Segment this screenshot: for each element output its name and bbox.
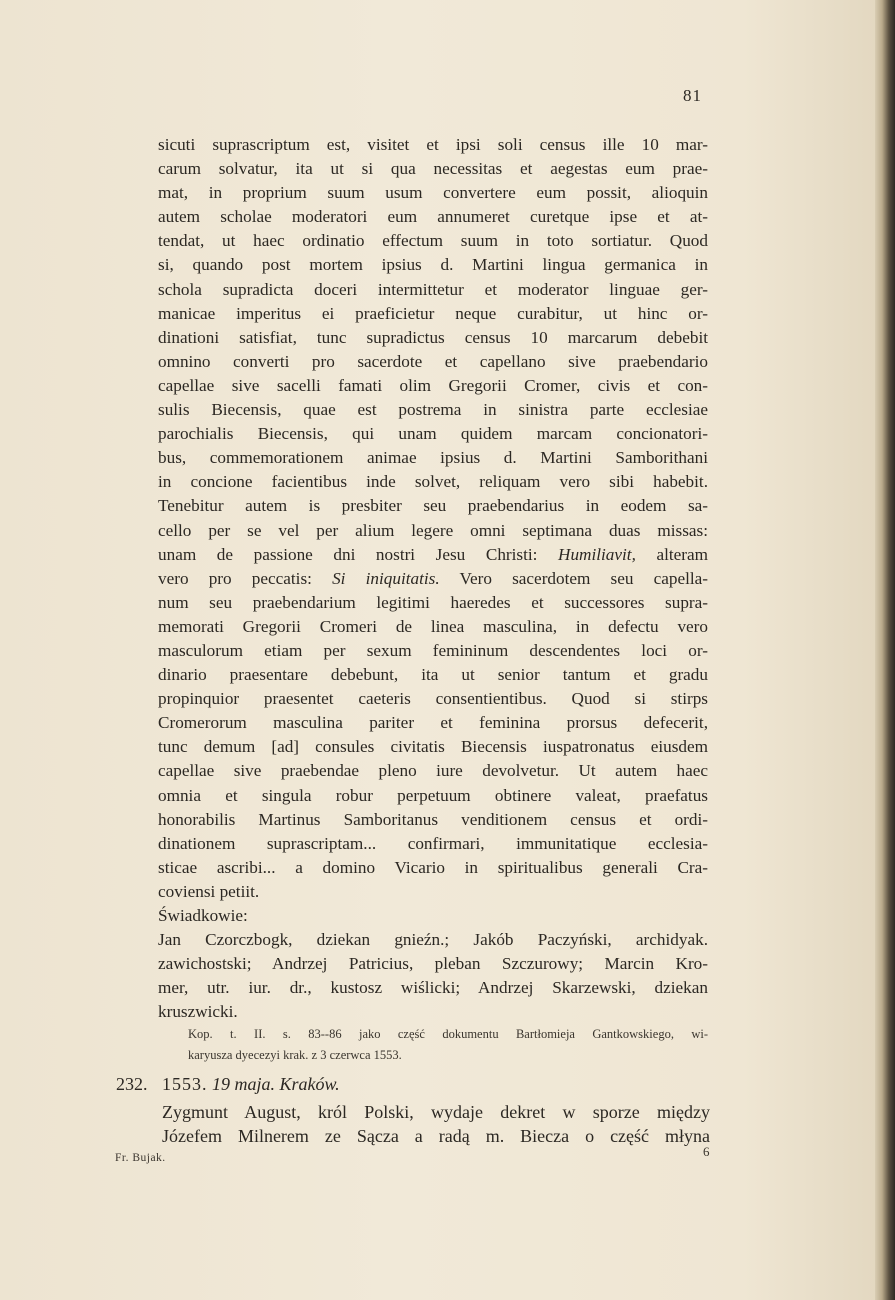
text-line: memorati Gregorii Cromeri de linea masculina, in defectu vero: [158, 616, 708, 636]
text-line: Tenebitur autem is presbiter seu praebendarius in eodem sa-: [158, 496, 708, 516]
witness-line: Jan Czorczbogk, dziekan gnieźn.; Jakób Paczyński, archidyak.: [158, 930, 708, 950]
entry-year: 1553.: [162, 1074, 208, 1094]
text-line: num seu praebendarium legitimi haeredes et successores supra-: [158, 592, 708, 612]
missa-1-incipit: Humiliavit,: [558, 544, 636, 564]
main-text: [158, 133, 708, 1066]
missa-1-after: alteram: [635, 544, 708, 564]
witness-line: kruszwicki.: [158, 1002, 238, 1022]
entry-date-place: 19 maja. Kraków.: [212, 1074, 340, 1094]
text-line: cello per se vel per alium legere omni septimana duas missas:: [158, 520, 708, 540]
entry-heading: [116, 1072, 710, 1096]
text-line: dinationi satisfiat, tunc supradictus census 10 marcarum debebit: [158, 327, 708, 347]
text-line: masculorum etiam per sexum femininum descendentes loci or-: [158, 640, 708, 660]
gathering-signature-mark: 6: [703, 1144, 710, 1159]
text-line: manicae imperitus ei praeficietur neque curabitur, ut hinc or-: [158, 303, 708, 323]
text-line: carum solvatur, ita ut si qua necessitas et aegestas eum prae-: [158, 159, 708, 179]
text-line: autem scholae moderatori eum annumeret curetque ipse et at-: [158, 207, 708, 227]
text-line: sulis Biecensis, quae est postrema in sinistra parte ecclesiae: [158, 400, 708, 420]
text-line: tendat, ut haec ordinatio effectum suum in toto sortiatur. Quod: [158, 231, 708, 251]
witness-line: zawichostski; Andrzej Patricius, pleban Szczurowy; Marcin Kro-: [158, 954, 708, 974]
printer-signature: Fr. Bujak.: [115, 1152, 166, 1164]
text-line: dinationem suprascriptam... confirmari, immunitatique ecclesia-: [158, 833, 708, 853]
text-line: bus, commemorationem animae ipsius d. Martini Samborithani: [158, 448, 708, 468]
text-line: schola supradicta doceri intermittetur et moderator linguae ger-: [158, 279, 708, 299]
entry-number: 232.: [116, 1074, 148, 1094]
missa-2-before: vero pro peccatis:: [158, 568, 333, 588]
missa-2-incipit: Si iniquitatis.: [332, 568, 440, 588]
text-line: propinquior praesentet caeteris consentientibus. Quod si stirps: [158, 689, 708, 709]
source-note-line: Kop. t. II. s. 83--86 jako część dokumentu Bartłomieja Gantkowskiego, wi-: [188, 1027, 708, 1042]
page-edge-shadow: [875, 0, 895, 1300]
witness-line: mer, utr. iur. dr., kustosz wiślicki; Andrzej Skarzewski, dziekan: [158, 978, 708, 998]
text-line-missa-2: [158, 567, 708, 591]
entry-line: Józefem Milnerem ze Sącza a radą m. Biecza o część młyna: [162, 1126, 710, 1146]
text-line: sicuti suprascriptum est, visitet et ipsi soli census ille 10 mar-: [158, 135, 708, 154]
text-line: si, quando post mortem ipsius d. Martini lingua germanica in: [158, 255, 708, 275]
text-line: capellae sive praebendae pleno iure devolvetur. Ut autem haec: [158, 761, 708, 781]
source-note-line: karyusza dyecezyi krak. z 3 czerwca 1553.: [188, 1048, 402, 1063]
text-line: coviensi petiit.: [158, 881, 260, 901]
page-number: 81: [683, 86, 702, 105]
text-line: mat, in proprium suum usum convertere eum possit, alioquin: [158, 183, 708, 203]
witnesses-heading: Świadkowie:: [158, 906, 248, 925]
text-line: tunc demum [ad] consules civitatis Biecensis iuspatronatus eiusdem: [158, 737, 708, 757]
text-line: in concione facientibus inde solvet, reliquam vero sibi habebit.: [158, 472, 708, 492]
text-line-missa-1: [158, 543, 708, 567]
entry-body: [162, 1100, 710, 1148]
text-line: parochialis Biecensis, qui unam quidem marcam concionatori-: [158, 424, 708, 444]
missa-1-before: unam de passione dni nostri Jesu Christi:: [158, 544, 559, 564]
text-line: omnino converti pro sacerdote et capellano sive praebendario: [158, 351, 708, 371]
text-line: Cromerorum masculina pariter et feminina prorsus defecerit,: [158, 713, 708, 733]
entry-line: Zygmunt August, król Polski, wydaje dekret w sporze między: [162, 1102, 710, 1122]
text-line: honorabilis Martinus Samboritanus venditionem census et ordi-: [158, 809, 708, 829]
text-line: dinario praesentare debebunt, ita ut senior tantum et gradu: [158, 665, 708, 685]
document-entry-232: [116, 1072, 710, 1148]
text-line: omnia et singula robur perpetuum obtinere valeat, praefatus: [158, 785, 708, 805]
text-line: capellae sive sacelli famati olim Gregorii Cromer, civis et con-: [158, 375, 708, 395]
missa-2-after: Vero sacerdotem seu capella-: [439, 568, 708, 588]
text-line: sticae ascribi... a domino Vicario in spiritualibus generali Cra-: [158, 857, 708, 877]
